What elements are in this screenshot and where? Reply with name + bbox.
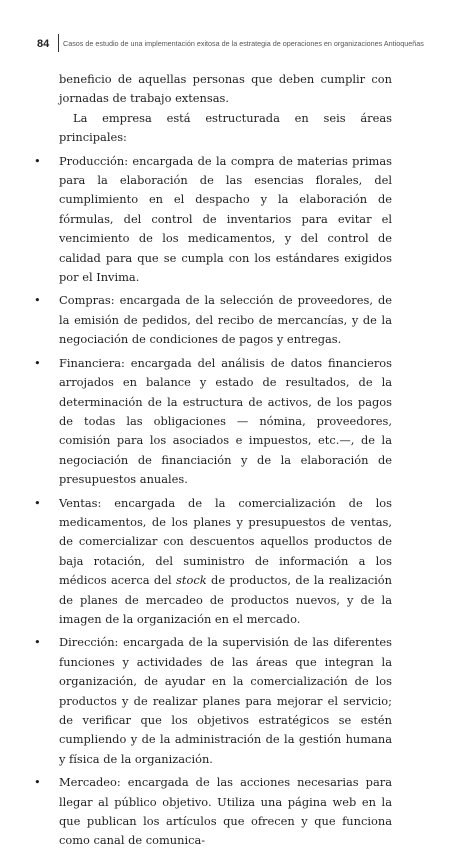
bullet-icon: •: [34, 635, 41, 650]
list-item-text: Compras: encargada de la selección de proveedores, de la emisión de pedidos, del recibo de mercancías, y de la negociación de condiciones de pagos y entregas.: [59, 293, 392, 347]
list-item-text: Dirección: encargada de la supervisión de las diferentes funciones y actividades de las áreas que integran la organización, de ayudar en la comercialización de los productos y de realizar planes para mejorar el servicio; de verificar que los objetivos estratégicos se estén cumpliendo y de la administración de la gestión humana y física de la organización.: [59, 635, 392, 766]
bullet-icon: •: [34, 775, 41, 790]
list-item-financiera: [34, 354, 392, 490]
list-item-compras: [34, 291, 392, 349]
intro-paragraph: La empresa está estructurada en seis áreas principales:: [59, 110, 392, 145]
bullet-icon: •: [34, 495, 41, 510]
continuation-paragraph: beneficio de aquellas personas que deben cumplir con jornadas de trabajo extensas.: [59, 72, 392, 106]
bullet-icon: •: [34, 153, 41, 168]
page-number: 84: [37, 38, 50, 50]
list-item-produccion: [34, 152, 392, 288]
text-segment: de productos, de la realización de planes de mercadeo de productos nuevos, y de la imagen de la organización en el mercado.: [59, 573, 393, 626]
list-item-text: Financiera: encargada del análisis de datos financieros arrojados en balance y estado de resultados, de la determinación de la estructura de activos, de los pagos de todas las obligaciones — nómina, proveedores, comisión para los asociados e impuestos, etc.—, de la negociación de financiación y de la elaboración de presupuestos anuales.: [59, 355, 392, 487]
list-item-ventas: [34, 494, 393, 630]
areas-list: [34, 152, 393, 851]
list-item-text: Producción: encargada de la compra de materias primas para la elaboración de las esencias florales, del cumplimiento en el despacho y la elaboración de fórmulas, del control de inventarios para evitar el vencimiento de los medicamentos, y del control de calidad para que se cumpla con los estándares exigidos por el Invima.: [59, 153, 392, 285]
emphasis-stock: stock: [176, 573, 207, 588]
page-header: [30, 34, 430, 52]
list-item-text: Mercadeo: encargada de las acciones necesarias para llegar al público objetivo. Utiliza una página web en la que publican los artículos que ofrecen y que funciona como canal de comunica-: [59, 775, 392, 848]
running-title: Casos de estudio de una implementación exitosa de la estrategia de operaciones en organizaciones Antioqueñas: [63, 39, 424, 48]
body-text: [34, 70, 393, 851]
list-item-direccion: [34, 633, 392, 769]
header-divider: [58, 34, 59, 52]
list-item-mercadeo: [34, 773, 392, 851]
list-item-text: [59, 496, 392, 626]
text-segment: Ventas: encargada de la comercialización de los medicamentos, de los planes y presupuestos de ventas, de comercializar con descuentos aquellos productos de baja rotación, del suministro de información a los médicos acerca del: [59, 495, 392, 588]
bullet-icon: •: [34, 355, 41, 370]
bullet-icon: •: [34, 293, 41, 308]
